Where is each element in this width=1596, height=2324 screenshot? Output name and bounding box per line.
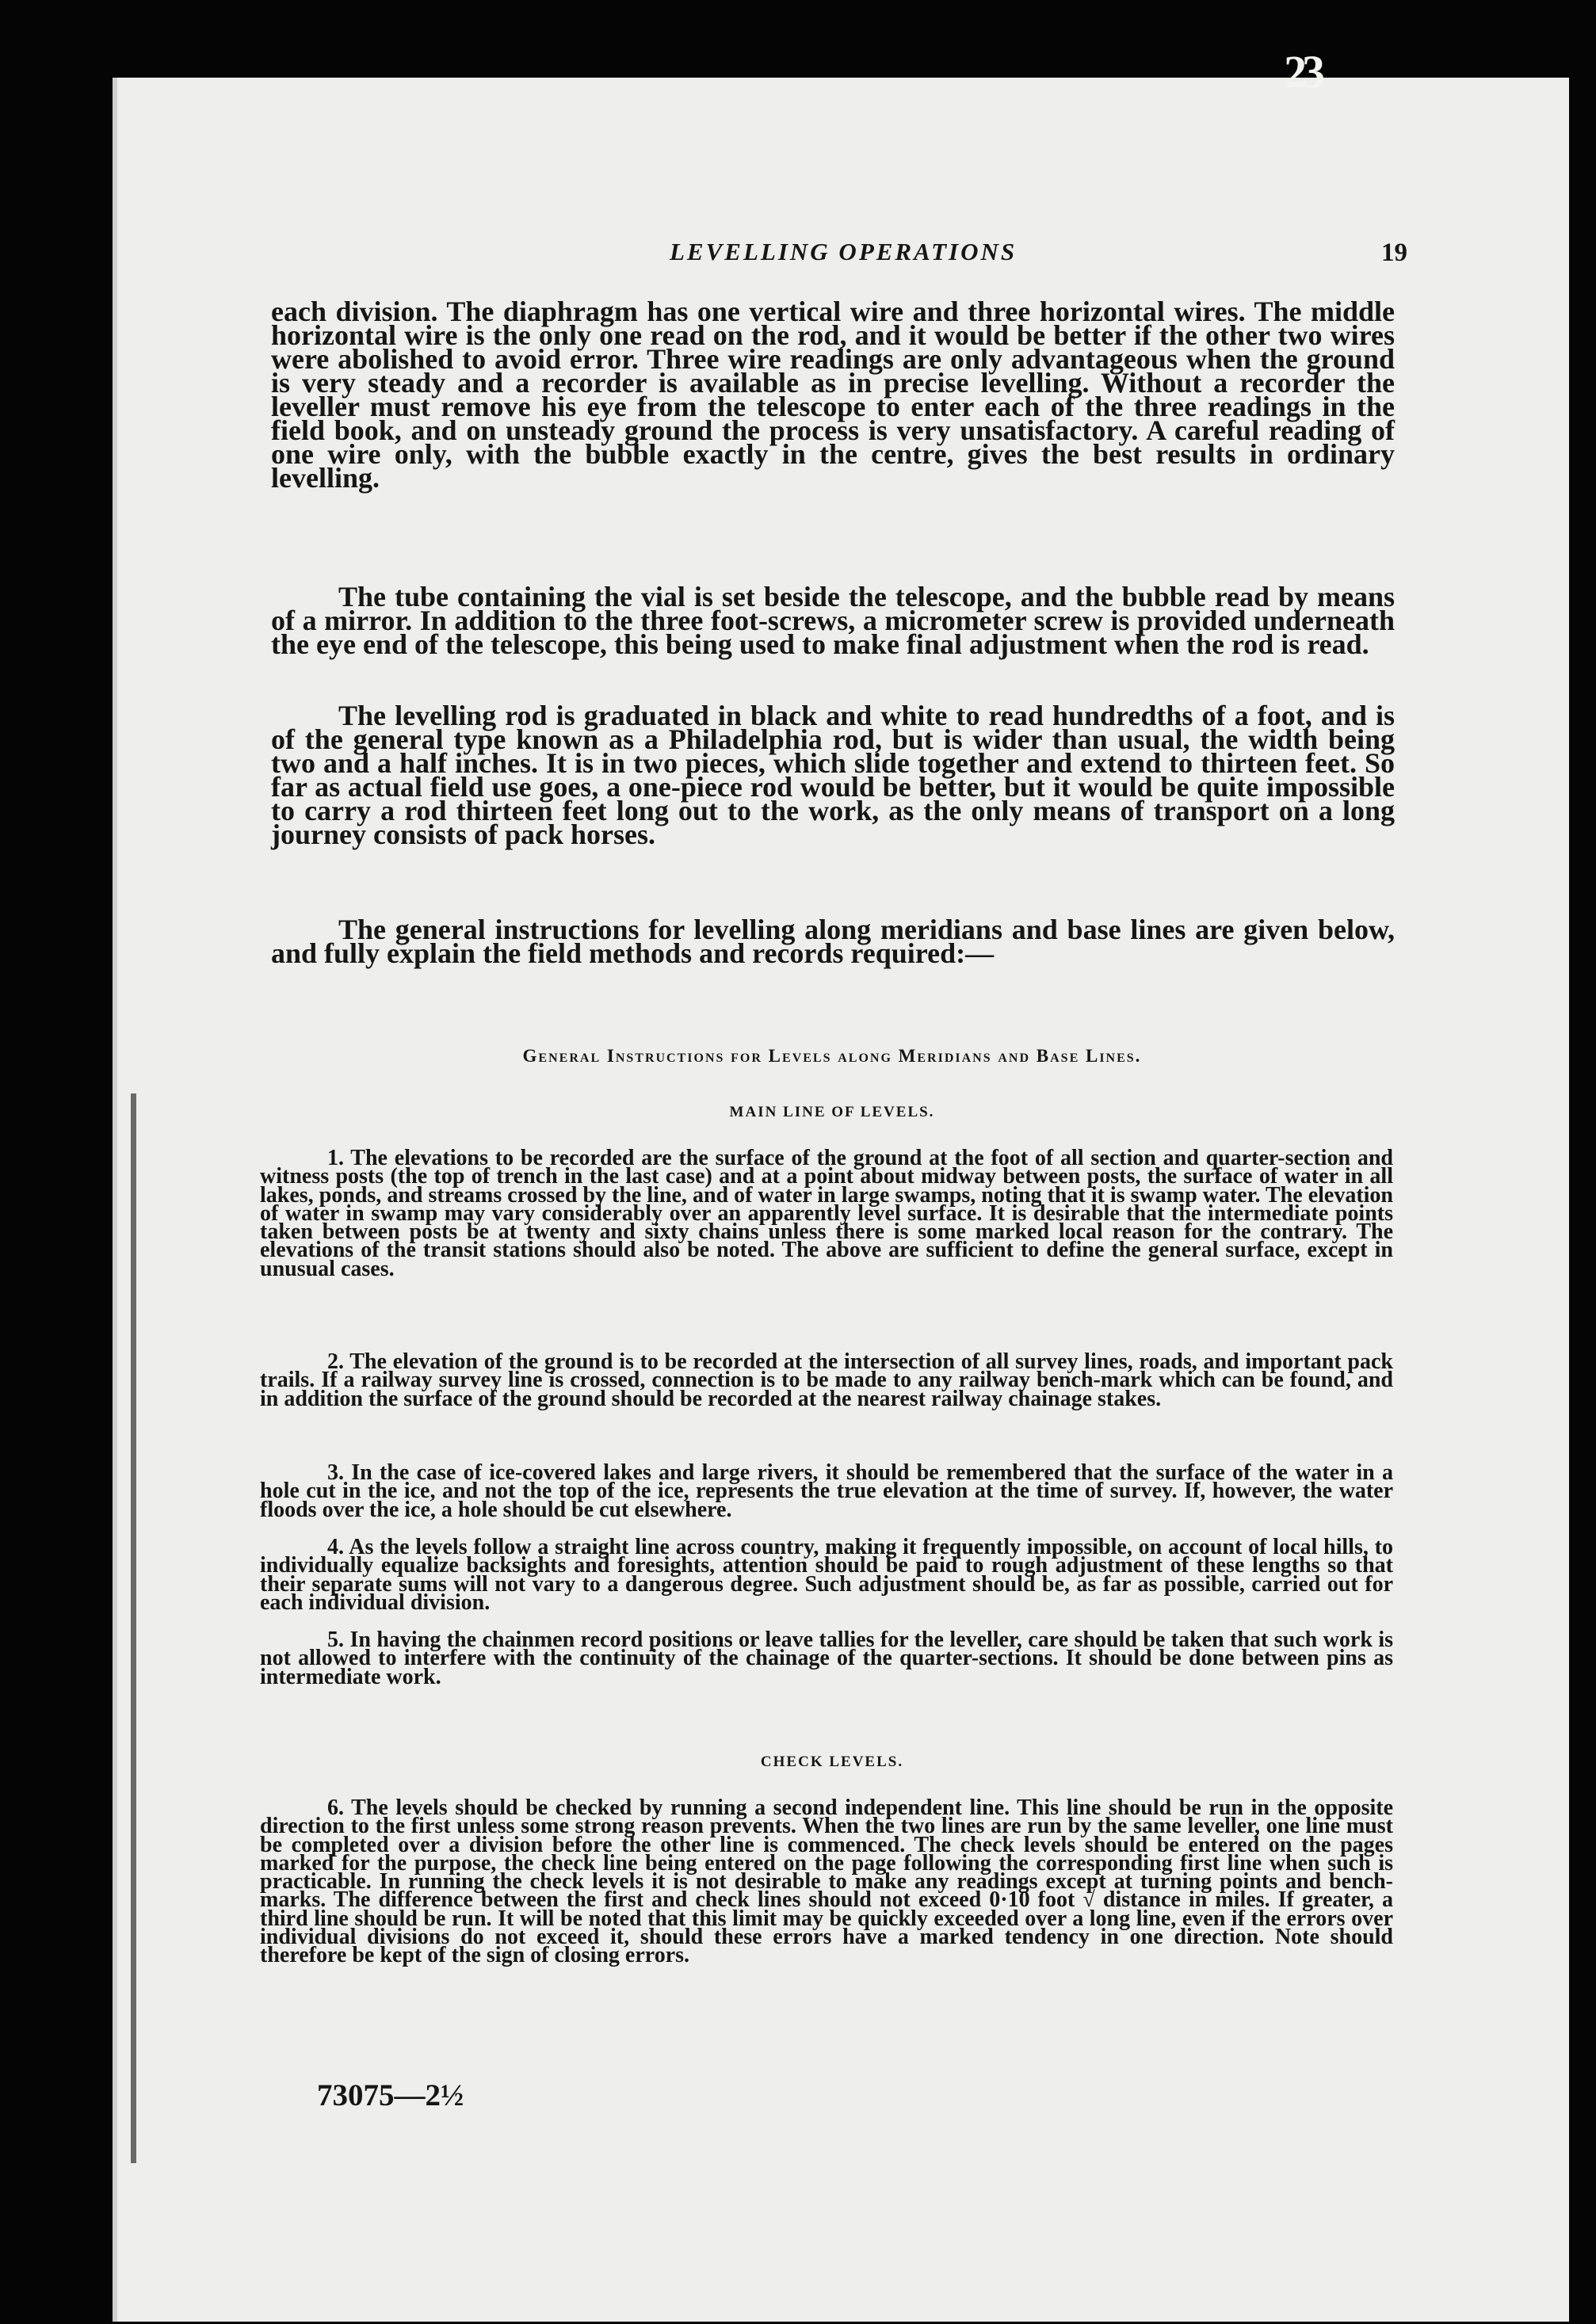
page-number: 19	[1381, 239, 1407, 267]
paragraph-diaphragm: each division. The diaphragm has one vertical wire and three horizontal wires. The middle horizontal wire is the only one read on the rod, and it would be better if the other two wires were abolished to avoid error. Three wire readings are only advantageous when the ground is very steady and a recorder is available as in precise levelling. Without a recorder the leveller must remove his eye from the telescope to enter each of the three readings in the field book, and on unsteady ground the process is very unsatisfactory. A careful reading of one wire only, with the bubble exactly in the centre, gives the best results in ordinary levelling.	[271, 296, 1395, 494]
main-line-heading: MAIN LINE OF LEVELS.	[729, 1104, 935, 1120]
section-title: General Instructions for Levels along Meridians and Base Lines.	[522, 1046, 1142, 1066]
instruction-item-4: 4. As the levels follow a straight line across country, making it frequently impossible, on account of local hills, to individually equalize backsights and foresights, attention should be paid to rough adjustment of these lengths so that their separate sums will not vary to a dangerous degree. Such adjustment should be, as far as possible, carried out for each individual division.	[260, 1535, 1393, 1615]
corner-page-mark: 23	[1284, 54, 1320, 90]
paragraph-vial: The tube containing the vial is set beside the telescope, and the bubble read by means of a mirror. In addition to the three foot-screws, a micrometer screw is provided underneath the eye end of the telescope, this being used to make final adjustment when the rod is read.	[271, 581, 1395, 660]
instruction-item-3: 3. In the case of ice-covered lakes and large rivers, it should be remembered that the surface of the water in a hole cut in the ice, and not the top of the ice, represents the true elevation at the time of survey. If, however, the water floods over the ice, a hole should be cut elsewhere.	[260, 1460, 1393, 1522]
instruction-item-1: 1. The elevations to be recorded are the surface of the ground at the foot of all section and quarter-section and witness posts (the top of trench in the last case) and at a point about midway between posts, the surface of water in all lakes, ponds, and streams crossed by the line, and of water in large swamps, noting that it is swamp water. The elevation of water in swamp may vary considerably over an apparently level surface. It is desirable that the intermediate points taken between posts be at twenty and sixty chains unless there is some marked local reason for the contrary. The elevations of the transit stations should also be noted. The above are sufficient to define the general surface, except in unusual cases.	[260, 1146, 1393, 1281]
paragraph-levelling-rod: The levelling rod is graduated in black and white to read hundredths of a foot, and is of the general type known as a Philadelphia rod, but is wider than usual, the width being two and a half inches. It is in two pieces, which slide together and extend to thirteen feet. So far as actual field use goes, a one-piece rod would be better, but it would be quite impossible to carry a rod thirteen feet long out to the work, as the only means of transport on a long journey consists of pack horses.	[271, 700, 1395, 850]
instruction-item-5: 5. In having the chainmen record positions or leave tallies for the leveller, care should be taken that such work is not allowed to interfere with the continuity of the chainage of the quarter-sections. It should be done between pins as intermediate work.	[260, 1628, 1393, 1689]
paragraph-general-instructions: The general instructions for levelling along meridians and base lines are given below, and fully explain the field methods and records required:—	[271, 914, 1395, 969]
instruction-item-2: 2. The elevation of the ground is to be recorded at the intersection of all survey lines, roads, and important pack trails. If a railway survey line is crossed, connection is to be made to any railway bench-mark which can be found, and in addition the surface of the ground should be recorded at the nearest railway chainage stakes.	[260, 1349, 1393, 1411]
instruction-item-6: 6. The levels should be checked by running a second independent line. This line should be run in the opposite direction to the first unless some strong reason prevents. When the two lines are run by the same leveller, one line must be completed over a division before the other line is commenced. The check levels should be entered on the pages marked for the purpose, the check line being entered on the page following the corresponding first line when such is practicable. In running the check levels it is not desirable to make any readings except at turning points and bench-marks. The difference between the first and check lines should not exceed 0·10 foot √ distance in miles. If greater, a third line should be run. It will be noted that this limit may be quickly exceeded over a long line, even if the errors over individual divisions do not exceed it, should these errors have a marked tendency in one direction. Note should therefore be kept of the sign of closing errors.	[260, 1795, 1393, 1968]
check-levels-heading: CHECK LEVELS.	[760, 1753, 904, 1770]
footer-code: 73075—2½	[317, 2078, 464, 2112]
page-gutter-line	[131, 1093, 136, 2163]
running-head: LEVELLING OPERATIONS	[670, 238, 1018, 265]
